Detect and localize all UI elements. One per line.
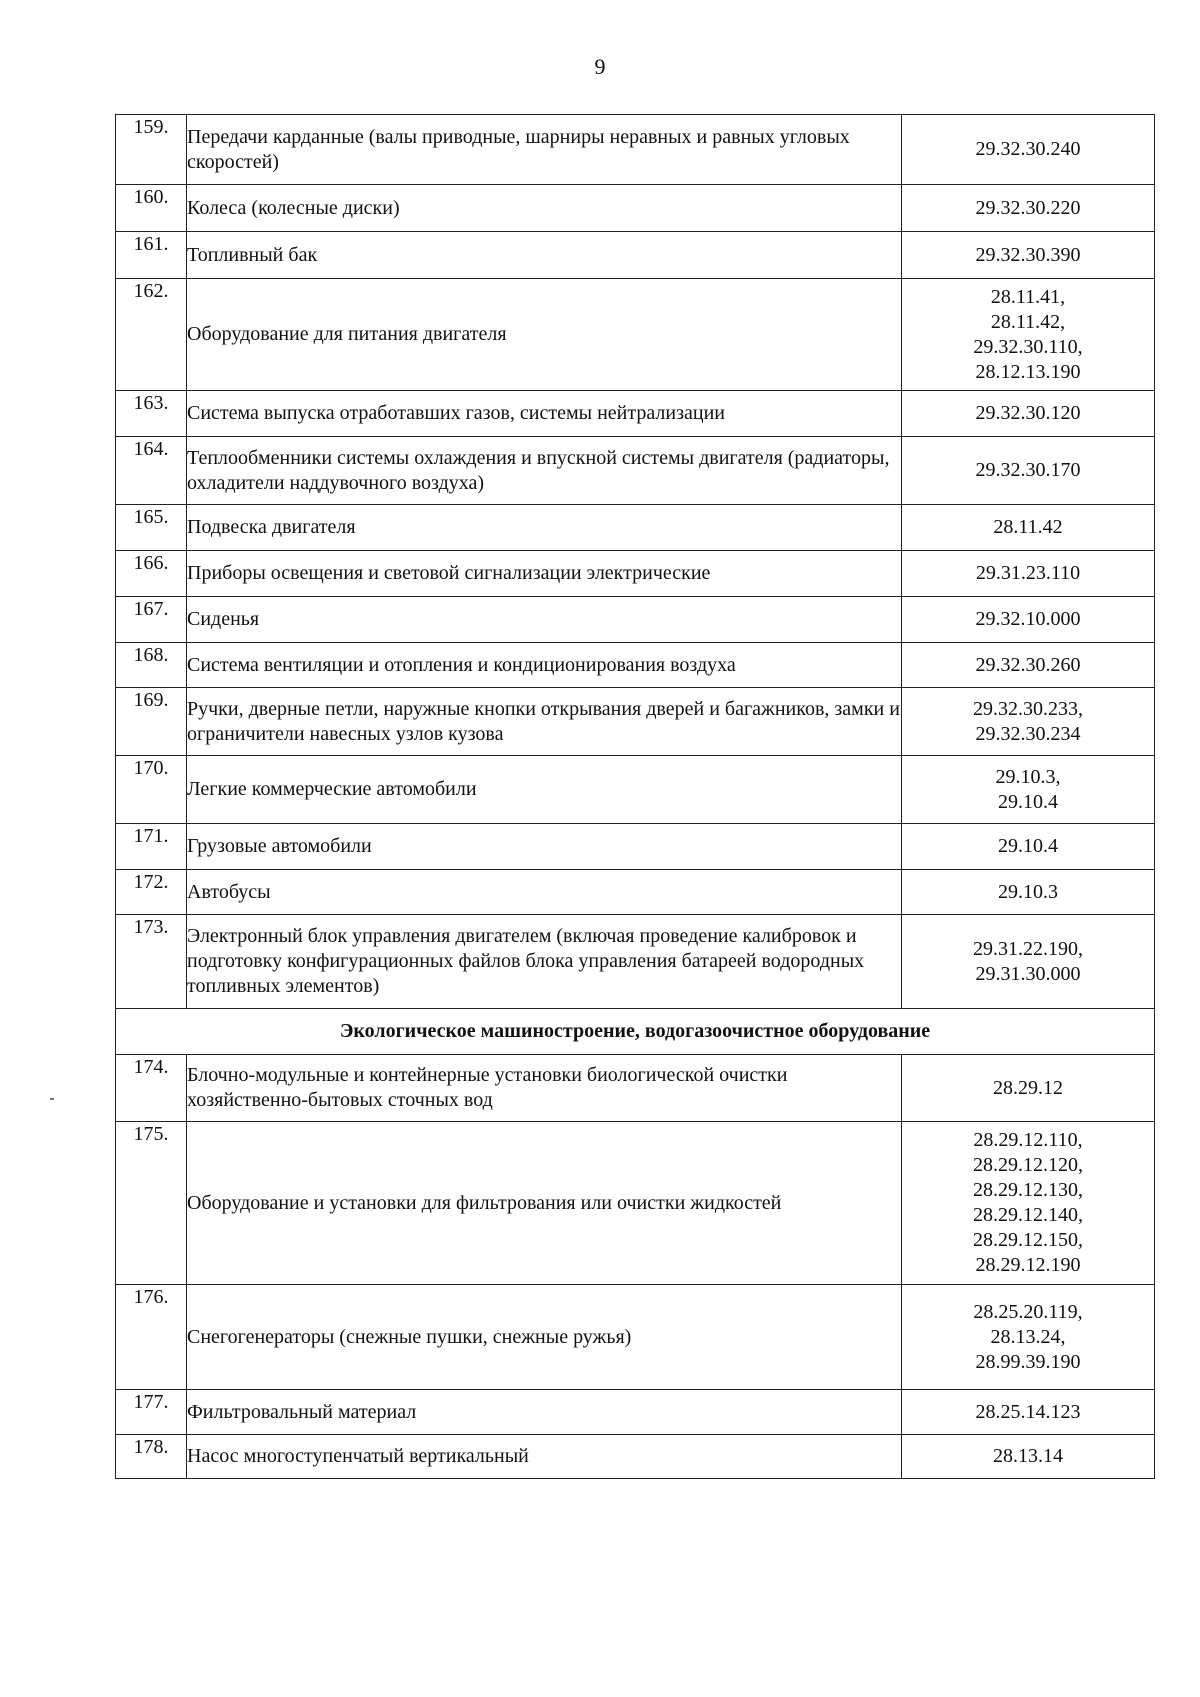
table-row [116,437,1155,505]
code-line: 29.32.30.233, [973,697,1083,720]
item-description: Электронный блок управления двигателем (включая проведение калибровок и подготовку конфигурационных файлов блока управления батареей водородных топливных элементов) [187,915,902,1009]
row-number: 177. [116,1390,187,1435]
code-line: 28.29.12.150, [973,1229,1083,1251]
okpd2-codes [902,391,1155,437]
okpd2-codes [902,1055,1155,1122]
code-line: 29.10.4 [998,835,1058,857]
okpd2-codes [902,551,1155,597]
table-row [116,391,1155,437]
okpd2-codes [902,1435,1155,1479]
item-description: Фильтровальный материал [187,1390,902,1435]
table-row [116,1390,1155,1435]
code-line: 29.32.30.390 [975,243,1081,266]
table-row [116,232,1155,279]
code-line: 28.29.12 [993,1076,1063,1099]
item-description: Приборы освещения и световой сигнализации электрические [187,551,902,597]
table-row [116,1055,1155,1122]
code-line: 29.32.30.260 [975,653,1081,676]
table-row [116,1435,1155,1479]
okpd2-codes [902,824,1155,870]
item-description: Колеса (колесные диски) [187,185,902,232]
okpd2-codes [902,688,1155,756]
row-number: 171. [116,824,187,870]
item-description: Снегогенераторы (снежные пушки, снежные ружья) [187,1285,902,1390]
item-description: Подвеска двигателя [187,505,902,551]
table-row [116,870,1155,915]
code-line: 28.13.14 [993,1445,1063,1467]
table-row [116,915,1155,1009]
row-number: 159. [116,115,187,185]
table-row [116,688,1155,756]
item-description: Блочно-модульные и контейнерные установки биологической очистки хозяйственно-бытовых сточных вод [187,1055,902,1122]
item-description: Легкие коммерческие автомобили [187,756,902,824]
row-number: 165. [116,505,187,551]
item-description: Теплообменники системы охлаждения и впускной системы двигателя (радиаторы, охладители наддувочного воздуха) [187,437,902,505]
section-title: Экологическое машиностроение, водогазоочистное оборудование [116,1009,1155,1055]
code-line: 28.29.12.130, [973,1179,1083,1201]
table-row [116,279,1155,391]
table-row [116,115,1155,185]
code-line: 29.31.30.000 [975,962,1081,985]
code-line: 28.11.42 [993,516,1063,538]
row-number: 176. [116,1285,187,1390]
okpd2-codes [902,115,1155,185]
code-line: 28.11.41, [990,285,1066,308]
item-description: Передачи карданные (валы приводные, шарниры неравных и равных угловых скоростей) [187,115,902,185]
table-row [116,505,1155,551]
row-number: 168. [116,643,187,688]
table-row [116,1122,1155,1285]
row-number: 169. [116,688,187,756]
okpd2-codes [902,232,1155,279]
okpd2-codes [902,279,1155,391]
row-number: 160. [116,185,187,232]
code-line: 28.29.12.190 [975,1254,1081,1276]
code-line: 29.10.3, [995,765,1061,788]
row-number: 163. [116,391,187,437]
code-line: 29.10.4 [998,790,1058,813]
okpd2-codes [902,597,1155,643]
row-number: 170. [116,756,187,824]
code-line: 29.31.22.190, [973,937,1083,960]
okpd2-codes [902,185,1155,232]
code-line: 28.12.13.190 [975,360,1081,383]
row-number: 173. [116,915,187,1009]
code-line: 29.32.30.120 [975,402,1081,424]
okpd2-codes [902,915,1155,1009]
okpd2-codes [902,756,1155,824]
row-number: 162. [116,279,187,391]
code-line: 28.29.12.120, [973,1154,1083,1176]
item-description: Ручки, дверные петли, наружные кнопки открывания дверей и багажников, замки и ограничители навесных узлов кузова [187,688,902,756]
row-number: 166. [116,551,187,597]
table-row [116,824,1155,870]
row-number: 161. [116,232,187,279]
row-number: 174. [116,1055,187,1122]
row-number: 175. [116,1122,187,1285]
table-row [116,597,1155,643]
table-row [116,756,1155,824]
item-description: Сиденья [187,597,902,643]
section-header-row [116,1009,1155,1055]
code-line: 29.32.30.170 [975,459,1081,481]
code-line: 28.13.24, [990,1325,1066,1348]
okpd2-codes [902,1390,1155,1435]
table-row [116,185,1155,232]
okpd2-codes [902,1285,1155,1390]
item-description: Система вентиляции и отопления и кондиционирования воздуха [187,643,902,688]
code-line: 28.25.14.123 [975,1400,1081,1423]
item-description: Топливный бак [187,232,902,279]
item-description: Оборудование и установки для фильтрования или очистки жидкостей [187,1122,902,1285]
item-description: Система выпуска отработавших газов, системы нейтрализации [187,391,902,437]
page-number: 9 [594,54,606,79]
code-line: 28.25.20.119, [973,1300,1083,1323]
table-body [116,115,1155,1479]
code-line: 28.29.12.110, [973,1129,1083,1151]
okpd2-codes [902,437,1155,505]
code-line: 29.32.30.234 [975,722,1081,745]
okpd2-codes [902,1122,1155,1285]
code-line: 29.31.23.110 [975,562,1081,584]
code-line: 29.32.30.110, [973,335,1083,358]
table-row [116,643,1155,688]
code-line: 29.10.3 [998,880,1058,903]
table-row [116,1285,1155,1390]
row-number: 164. [116,437,187,505]
code-line: 29.32.10.000 [975,608,1081,630]
item-description: Грузовые автомобили [187,824,902,870]
item-description: Насос многоступенчатый вертикальный [187,1435,902,1479]
code-line: 28.29.12.140, [973,1204,1083,1226]
okpd2-codes [902,870,1155,915]
code-line: 29.32.30.220 [975,196,1081,219]
row-number: 172. [116,870,187,915]
document-table [115,114,1155,1479]
row-number: 167. [116,597,187,643]
item-description: Автобусы [187,870,902,915]
okpd2-codes [902,505,1155,551]
table-row [116,551,1155,597]
row-number: 178. [116,1435,187,1479]
item-description: Оборудование для питания двигателя [187,279,902,391]
code-line: 28.99.39.190 [975,1350,1081,1373]
code-line: 29.32.30.240 [975,138,1081,160]
code-line: 28.11.42, [990,310,1066,333]
scan-mark [50,1098,54,1100]
okpd2-codes [902,643,1155,688]
